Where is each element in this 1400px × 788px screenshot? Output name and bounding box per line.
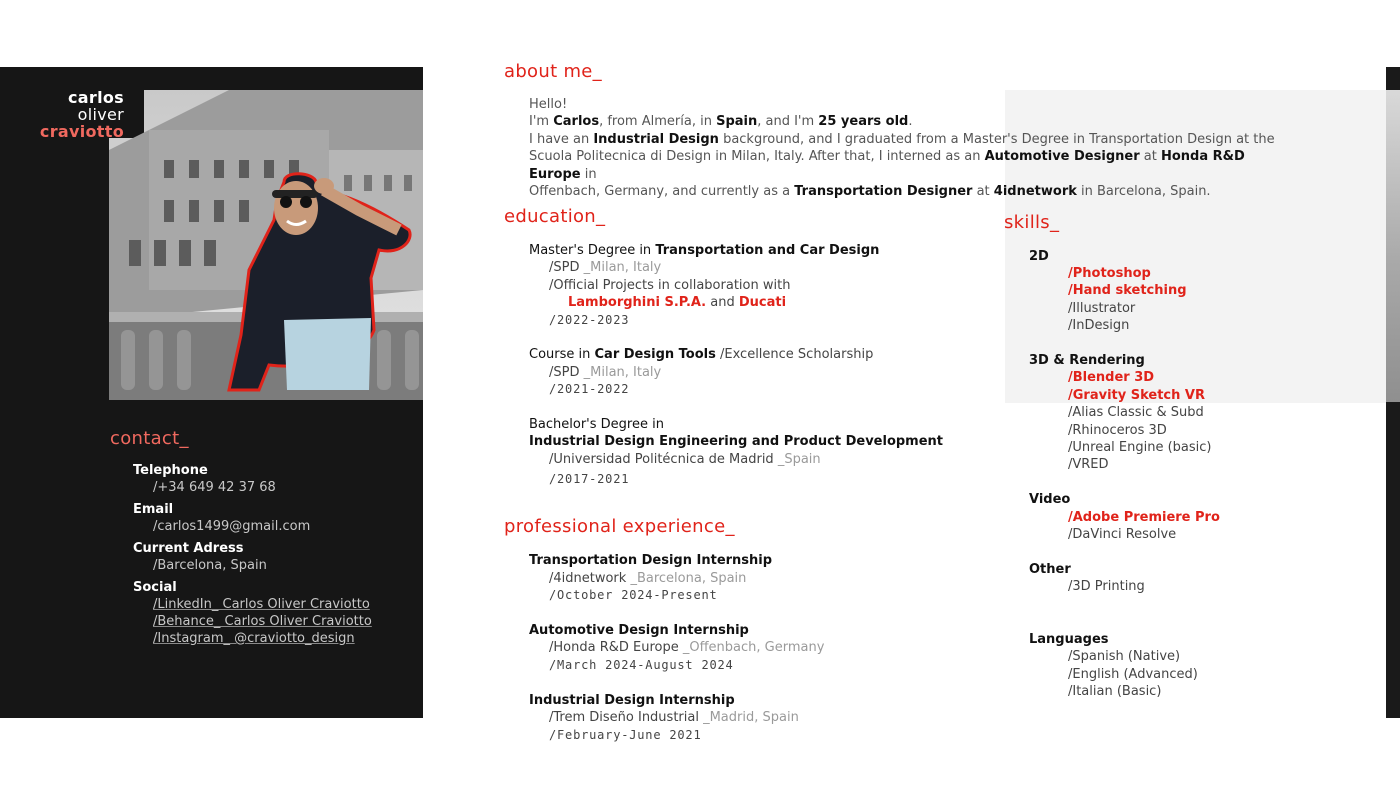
edu-course-years: /2021-2022 [549,382,630,396]
behance-link[interactable]: /Behance_ Carlos Oliver Craviotto [153,614,372,629]
exp-1-dates: /October 2024-Present [549,588,718,602]
experience-heading: professional experience_ [504,516,735,537]
exp-3-title: Industrial Design Internship [529,693,735,708]
skills-video-heading: Video [1029,492,1071,507]
about-greeting: Hello! [529,97,568,112]
language-english: /English (Advanced) [1068,667,1198,682]
about-paragraph [529,96,1299,200]
edu-bachelor-years: /2017-2021 [549,472,630,486]
middle-name: oliver [77,105,124,124]
edge-photo-strip [1386,90,1400,402]
about-heading: about me_ [504,61,602,82]
skill-3d-printing: /3D Printing [1068,579,1145,594]
edu-masters-school: /SPD _Milan, Italy [549,260,662,275]
exp-3-dates: /February-June 2021 [549,728,702,742]
contact-heading: contact_ [110,428,189,449]
edu-bachelor-title-a: Bachelor's Degree in [529,417,664,432]
skill-alias: /Alias Classic & Subd [1068,405,1204,420]
skill-hand-sketching: /Hand sketching [1068,283,1187,298]
exp-2-dates: /March 2024-August 2024 [549,658,734,672]
exp-2-company: /Honda R&D Europe _Offenbach, Germany [549,640,825,655]
edu-bachelor-school: /Universidad Politécnica de Madrid _Spain [549,452,821,467]
last-name: craviotto [39,122,124,141]
languages-heading: Languages [1029,632,1109,647]
edu-course-title: Course in Car Design Tools /Excellence Scholarship [529,347,874,362]
email-label: Email [133,502,174,517]
instagram-link[interactable]: /Instagram_ @craviotto_design [153,631,355,646]
exp-3-company: /Trem Diseño Industrial _Madrid, Spain [549,710,799,725]
exp-2-title: Automotive Design Internship [529,623,749,638]
skill-premiere: /Adobe Premiere Pro [1068,510,1220,525]
address-label: Current Adress [133,541,244,556]
skill-rhino: /Rhinoceros 3D [1068,423,1167,438]
exp-1-company: /4idnetwork _Barcelona, Spain [549,571,747,586]
social-label: Social [133,580,177,595]
telephone-label: Telephone [133,463,208,478]
profile-photo [109,90,423,400]
skills-other-heading: Other [1029,562,1071,577]
edu-bachelor-title-b: Industrial Design Engineering and Product Development [529,434,944,449]
telephone-value[interactable]: /+34 649 42 37 68 [153,480,276,495]
edu-masters-partners: Lamborghini S.P.A. and Ducati [568,295,787,310]
skill-indesign: /InDesign [1068,318,1130,333]
skill-gravity-sketch: /Gravity Sketch VR [1068,388,1205,403]
edu-masters-years: /2022-2023 [549,313,630,327]
linkedin-link[interactable]: /LinkedIn_ Carlos Oliver Craviotto [153,597,370,612]
about-line-2: I'm Carlos, from Almería, in Spain, and I'm 25 years old. [529,114,913,130]
education-heading: education_ [504,206,606,227]
exp-1-title: Transportation Design Internship [529,553,773,568]
edu-course-school: /SPD _Milan, Italy [549,365,662,380]
about-line-4: Scuola Politecnica di Design in Milan, Italy. After that, I interned as an Automotive Designer at Honda R&D Europe in [529,149,1245,182]
address-value: /Barcelona, Spain [153,558,267,573]
skills-2d-heading: 2D [1029,249,1049,264]
skill-unreal: /Unreal Engine (basic) [1068,440,1212,455]
skill-vred: /VRED [1068,457,1109,472]
skills-heading: skills_ [1004,212,1060,233]
skills-3d-heading: 3D & Rendering [1029,353,1145,368]
about-line-3: I have an Industrial Design background, and I graduated from a Master's Degree in Transportation Design at the [529,131,1275,147]
first-name: carlos [68,88,124,107]
language-italian: /Italian (Basic) [1068,684,1162,699]
skill-blender: /Blender 3D [1068,370,1155,385]
skill-illustrator: /Illustrator [1068,301,1136,316]
about-line-5: Offenbach, Germany, and currently as a Transportation Designer at 4idnetwork in Barcelona, Spain. [529,184,1211,200]
edu-masters-title: Master's Degree in Transportation and Car Design [529,243,880,258]
skill-davinci: /DaVinci Resolve [1068,527,1177,542]
email-value[interactable]: /carlos1499@gmail.com [153,519,311,534]
edu-masters-projects: /Official Projects in collaboration with [549,278,791,293]
skill-photoshop: /Photoshop [1068,266,1151,281]
language-spanish: /Spanish (Native) [1068,649,1181,664]
